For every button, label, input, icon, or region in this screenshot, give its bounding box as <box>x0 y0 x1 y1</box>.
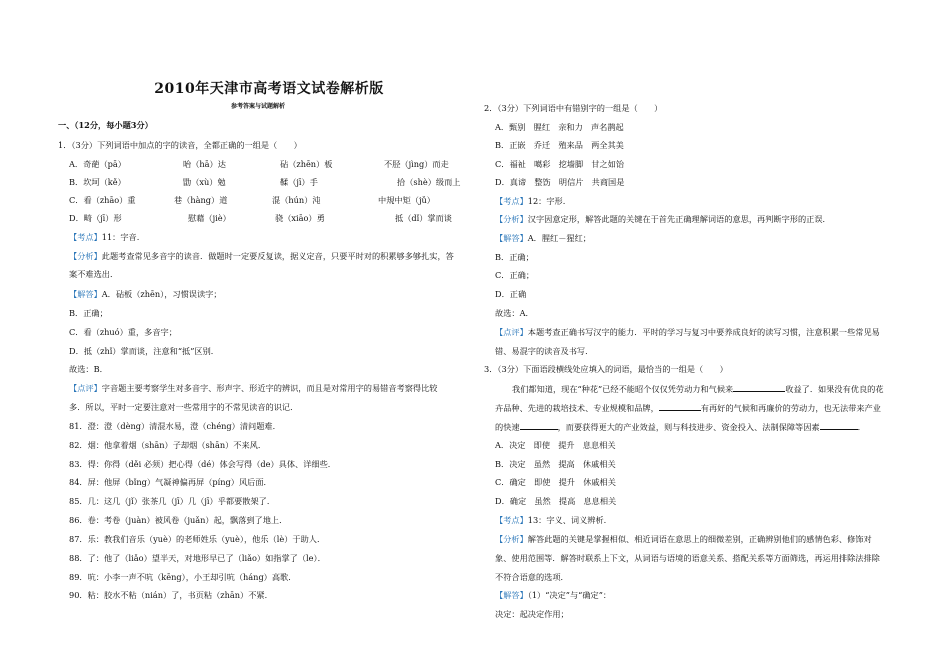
jieda-tag: 【解答】 <box>69 289 102 299</box>
kaodian-tag: 【考点】 <box>495 196 528 206</box>
q2-fenxi <box>495 214 831 225</box>
dianping-text: 本题考查正确书写汉字的能力．平时的学习与复习中要养成良好的读写习惯，注意积累一些常见易 <box>527 327 880 337</box>
extra-item: 88．了：他了（liǎo）望半天，对地形早已了（liǎo）如指掌了（le）． <box>69 553 326 563</box>
answer-blank[interactable] <box>733 383 785 392</box>
q2-option-a: A．甄别 腥红 亲和力 声名鹊起 <box>495 122 624 132</box>
kaodian-text: 13：字义、词义辨析. <box>527 515 607 525</box>
section-heading: 一、（12分，每小题3分） <box>58 120 153 130</box>
fenxi-tag: 【分析】 <box>495 214 528 224</box>
extra-item: 85．几：这几（jǐ）张茶几（jī）几（jī）乎都要散架了． <box>69 496 276 506</box>
q3-option-b: B．决定 虽然 提高 休戚相关 <box>495 459 616 469</box>
q3-option-d: D．确定 虽然 提高 息息相关 <box>495 496 617 506</box>
q1-option-c-3: 混（hún）沌 <box>272 195 321 205</box>
jieda-text: A．砧板（zhēn），习惯误读字； <box>101 289 222 299</box>
answer-blank[interactable] <box>520 421 558 430</box>
passage-text: 卉品种、先进的栽培技术、专业规模和品牌， <box>495 403 659 413</box>
passage-text: ，而要获得更大的产业效益，则与科技进步、资金投入、法制保障等因素 <box>557 422 820 432</box>
q3-fenxi <box>495 534 872 545</box>
page-subtitle: 参考答案与试题解析 <box>231 103 286 110</box>
extra-item: 81．澄：澄（dèng）清混水易，澄（chéng）清问题难． <box>69 421 281 431</box>
q3-fenxi-cont: 不符合语意的选项． <box>495 572 569 582</box>
jieda-text: （1）“决定”与“确定”： <box>527 590 612 600</box>
q3-passage-line <box>495 421 866 433</box>
q2-kaodian <box>495 196 565 207</box>
q3-option-c: C．确定 即使 提升 休戚相关 <box>495 477 616 487</box>
q1-answer-b: B．正确； <box>69 308 108 318</box>
q1-option-b-1: B．坎坷（kě） <box>69 177 126 187</box>
q1-option-d-4: 抵（dǐ）掌而谈 <box>395 213 452 223</box>
q1-option-d-2: 慰藉（jiè） <box>188 213 231 223</box>
q1-kaodian <box>69 232 139 243</box>
q2-answer-d: D．正确 <box>495 289 527 299</box>
extra-item: 86．卷：考卷（juàn）被风卷（juǎn）起，飘落到了地上． <box>69 515 288 525</box>
q1-fenxi <box>69 251 454 262</box>
passage-text: 的快速 <box>495 422 520 432</box>
q3-last-line: 决定：起决定作用； <box>495 609 569 619</box>
q1-option-a-2: 咍（hā）达 <box>183 159 226 169</box>
page-title: 2010年天津市高考语文试卷解析版 <box>154 81 384 97</box>
extra-item: 89．吭：小李一声不吭（kēng），小王却引吭（háng）高歌． <box>69 572 297 582</box>
q1-option-a-4: 不胫（jìng）而走 <box>384 159 449 169</box>
question-1: 1．（3分）下列词语中加点的字的读音，全都正确的一组是（ ） <box>58 140 302 150</box>
q3-passage-line <box>512 383 884 395</box>
dianping-tag: 【点评】 <box>69 383 102 393</box>
extra-item: 87．乐：教我们音乐（yuè）的老师姓乐（yuè），他乐（lè）于助人． <box>69 534 326 544</box>
passage-text: 收益了．如果没有优良的花 <box>785 384 884 394</box>
passage-text: 有再好的气候和再廉价的劳动力，也无法带来产业 <box>700 403 881 413</box>
passage-text: ． <box>857 422 866 432</box>
q1-option-d-1: D．畸（jī）形 <box>69 213 122 223</box>
q2-dianping-cont: 错、易混字的读音及书写． <box>495 346 594 356</box>
q1-dianping <box>69 383 437 394</box>
q3-kaodian <box>495 515 606 526</box>
jieda-tag: 【解答】 <box>495 233 528 243</box>
q2-jieda <box>495 233 591 244</box>
kaodian-tag: 【考点】 <box>69 232 102 242</box>
kaodian-tag: 【考点】 <box>495 515 528 525</box>
dianping-text: 字音题主要考察学生对多音字、形声字、形近字的辨识，而且是对常用字的易错音考察得比较 <box>101 383 438 393</box>
extra-item: 84．屏：他屏（bǐng）气凝神偏再屏（píng）风后面． <box>69 477 272 487</box>
q2-answer-c: C．正确； <box>495 270 535 280</box>
q1-option-a-3: 砧（zhēn）板 <box>280 159 333 169</box>
q1-dianping-cont: 多．所以，平时一定要注意对一些常用字的不常见读音的识记． <box>69 402 299 412</box>
q1-answer-c: C．看（zhuó）重，多音字； <box>69 327 177 337</box>
kaodian-text: 12：字形. <box>527 196 566 206</box>
question-2: 2．（3分）下列词语中有错别字的一组是（ ） <box>484 103 663 113</box>
q1-option-b-3: 鞣（jī）手 <box>280 177 318 187</box>
q1-option-c-1: C．看（zhāo）重 <box>69 195 136 205</box>
fenxi-text: 汉字因意定形，解答此题的关键在于首先正确理解词语的意思，再判断字形的正误． <box>527 214 831 224</box>
extra-item: 82．烟：他拿着烟（shān）子却烟（shān）不来风． <box>69 440 267 450</box>
extra-item: 83．得：你得（děi 必须）把心得（dé）体会写得（de）具体、详细些． <box>69 459 336 469</box>
q2-answer-b: B．正确； <box>495 252 534 262</box>
jieda-text: A．腥红－猩红； <box>527 233 591 243</box>
q1-option-a-1: A．奇葩（pā） <box>69 159 126 169</box>
q3-passage-line <box>495 402 881 414</box>
passage-text: 我们都知道，现在“种花”已经不能昭个仅仅凭劳动力和气候来 <box>512 384 734 394</box>
kaodian-text: 11：字音. <box>101 232 140 242</box>
q2-dianping <box>495 327 880 338</box>
q2-option-b: B．正嵌 乔迁 殖来品 两全其美 <box>495 140 624 150</box>
q2-option-d: D．真谛 整饬 明信片 共商国是 <box>495 177 625 187</box>
q1-option-d-3: 骁（xiāo）勇 <box>275 213 325 223</box>
jieda-tag: 【解答】 <box>495 590 528 600</box>
q1-option-b-4: 拾（shè）级而上 <box>397 177 461 187</box>
question-3: 3．（3分）下面语段横线处应填入的词语，最恰当的一组是（ ） <box>484 364 728 374</box>
fenxi-tag: 【分析】 <box>495 534 528 544</box>
fenxi-tag: 【分析】 <box>69 251 102 261</box>
q1-jieda <box>69 289 222 300</box>
q3-option-a: A．决定 即使 提升 息息相关 <box>495 440 616 450</box>
q1-option-c-2: 巷（hàng）道 <box>174 195 228 205</box>
answer-blank[interactable] <box>820 421 858 430</box>
q2-answer-choice: 故选：A． <box>495 308 534 318</box>
q1-fenxi-cont: 案不难选出． <box>69 269 119 279</box>
fenxi-text: 此题考查常见多音字的读音．做题时一定要反复读，据义定音，只要平时对的积累够多够扎实，答 <box>101 251 454 261</box>
extra-item: 90．粘：胶水不粘（nián）了，书页粘（zhān）不紧． <box>69 590 273 600</box>
dianping-tag: 【点评】 <box>495 327 528 337</box>
q3-fenxi-cont: 象、使用范围等．解答时联系上下文，从词语与语境的语意关系、搭配关系等方面筛选，再运用排除法排除 <box>495 553 880 563</box>
q3-jieda <box>495 590 611 601</box>
q1-option-b-2: 勖（xù）勉 <box>183 177 226 187</box>
q1-option-c-4: 中規中矩（jǔ） <box>378 195 435 205</box>
fenxi-text: 解答此题的关键是掌握相似、相近词语在意思上的细微差别，正确辨别他们的感情色彩、修饰对 <box>527 534 872 544</box>
answer-blank[interactable] <box>659 402 701 411</box>
q2-option-c: C．福祉 噶彩 挖墙脚 甘之如饴 <box>495 159 625 169</box>
q1-answer-choice: 故选：B． <box>69 364 108 374</box>
q1-answer-d: D．抵（zhǐ）掌而谈，注意和“抵”区别． <box>69 346 219 356</box>
